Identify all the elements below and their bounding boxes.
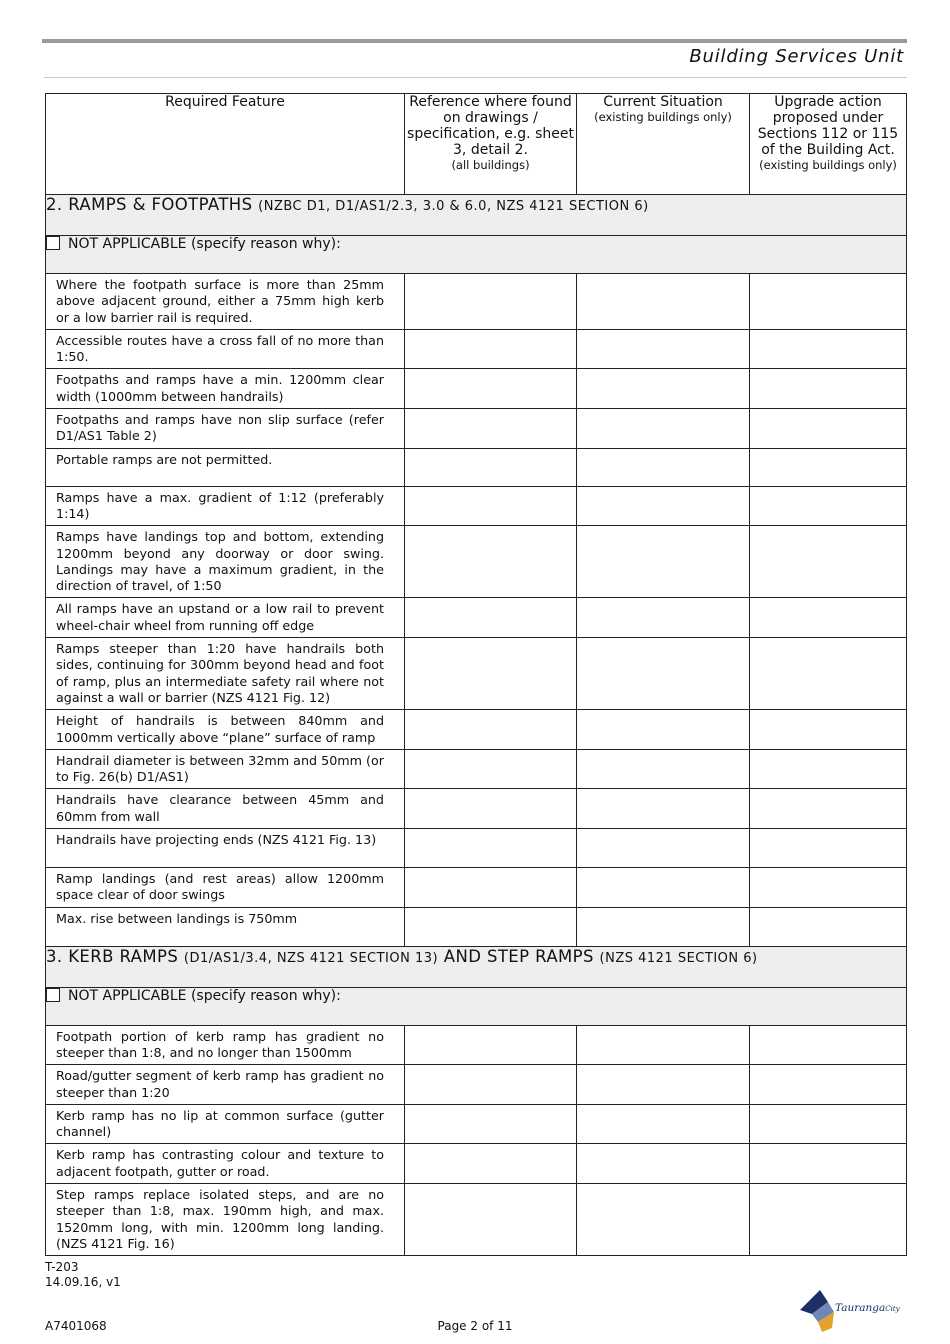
feature-checklist-table bbox=[45, 93, 907, 1256]
section-3-reference-a: (D1/AS1/3.4, NZS 4121 SECTION 13) bbox=[183, 950, 439, 966]
tauranga-city-logo-icon bbox=[798, 1288, 838, 1332]
reference-cell[interactable] bbox=[405, 749, 577, 789]
table-row bbox=[46, 369, 907, 409]
document-id: A7401068 bbox=[45, 1319, 107, 1333]
logo-text: Tauranga bbox=[835, 1302, 886, 1314]
section-2-reference: (NZBC D1, D1/AS1/2.3, 3.0 & 6.0, NZS 4121 SECTION 6) bbox=[258, 199, 649, 214]
upgrade-action-cell[interactable] bbox=[750, 868, 907, 908]
tauranga-city-logo bbox=[798, 1288, 908, 1332]
feature-description: Footpaths and ramps have non slip surface (refer D1/AS1 Table 2) bbox=[46, 409, 405, 449]
upgrade-action-cell[interactable] bbox=[750, 907, 907, 946]
reference-cell[interactable] bbox=[405, 1065, 577, 1105]
not-applicable-checkbox[interactable] bbox=[46, 236, 60, 250]
reference-cell[interactable] bbox=[405, 710, 577, 750]
table-row bbox=[46, 1065, 907, 1105]
feature-description: Kerb ramp has contrasting colour and texture to adjacent footpath, gutter or road. bbox=[46, 1144, 405, 1184]
upgrade-action-cell[interactable] bbox=[750, 369, 907, 409]
table-row bbox=[46, 448, 907, 486]
feature-description: Handrails have clearance between 45mm and 60mm from wall bbox=[46, 789, 405, 829]
feature-description: Kerb ramp has no lip at common surface (gutter channel) bbox=[46, 1104, 405, 1144]
current-situation-cell[interactable] bbox=[577, 448, 750, 486]
feature-description: Ramps have a max. gradient of 1:12 (preferably 1:14) bbox=[46, 486, 405, 526]
current-situation-cell[interactable] bbox=[577, 789, 750, 829]
header-current-main: Current Situation bbox=[603, 94, 723, 110]
current-situation-cell[interactable] bbox=[577, 1144, 750, 1184]
upgrade-action-cell[interactable] bbox=[750, 274, 907, 330]
reference-cell[interactable] bbox=[405, 486, 577, 526]
reference-cell[interactable] bbox=[405, 409, 577, 449]
table-row bbox=[46, 1104, 907, 1144]
section-3-title-a: 3. KERB RAMPS bbox=[46, 946, 179, 966]
table-row bbox=[46, 829, 907, 868]
current-situation-cell[interactable] bbox=[577, 638, 750, 710]
form-code: T-203 bbox=[45, 1260, 79, 1274]
section-3-items bbox=[46, 1025, 907, 1256]
section-3-title-b: AND STEP RAMPS bbox=[443, 946, 594, 966]
top-rule bbox=[42, 39, 907, 43]
feature-description: Ramps have landings top and bottom, extending 1200mm beyond any doorway or door swing. Landings may have a maximum gradient, in the direction of travel, of 1:50 bbox=[46, 526, 405, 598]
reference-cell[interactable] bbox=[405, 448, 577, 486]
upgrade-action-cell[interactable] bbox=[750, 710, 907, 750]
header-current-note: (existing buildings only) bbox=[594, 110, 732, 124]
section-3-not-applicable bbox=[46, 987, 907, 1025]
table-row bbox=[46, 710, 907, 750]
reference-cell[interactable] bbox=[405, 526, 577, 598]
table-row bbox=[46, 598, 907, 638]
feature-description: Ramp landings (and rest areas) allow 1200mm space clear of door swings bbox=[46, 868, 405, 908]
current-situation-cell[interactable] bbox=[577, 598, 750, 638]
current-situation-cell[interactable] bbox=[577, 907, 750, 946]
upgrade-action-cell[interactable] bbox=[750, 749, 907, 789]
current-situation-cell[interactable] bbox=[577, 369, 750, 409]
feature-description: Handrails have projecting ends (NZS 4121 Fig. 13) bbox=[46, 829, 405, 868]
feature-description: Portable ramps are not permitted. bbox=[46, 448, 405, 486]
upgrade-action-cell[interactable] bbox=[750, 409, 907, 449]
feature-description: Step ramps replace isolated steps, and are no steeper than 1:8, max. 190mm high, and max. 1520mm long, with min. 1200mm long landing. (NZS 4121 Fig. 16) bbox=[46, 1183, 405, 1255]
table-row bbox=[46, 1183, 907, 1255]
table-row bbox=[46, 1144, 907, 1184]
upgrade-action-cell[interactable] bbox=[750, 1183, 907, 1255]
unit-title: Building Services Unit bbox=[689, 46, 904, 67]
header-reference-main: Reference where found on drawings / specification, e.g. sheet 3, detail 2. bbox=[407, 94, 574, 158]
current-situation-cell[interactable] bbox=[577, 1104, 750, 1144]
reference-cell[interactable] bbox=[405, 829, 577, 868]
current-situation-cell[interactable] bbox=[577, 749, 750, 789]
reference-cell[interactable] bbox=[405, 1025, 577, 1065]
upgrade-action-cell[interactable] bbox=[750, 638, 907, 710]
table-row bbox=[46, 907, 907, 946]
page-number: Page 2 of 11 bbox=[437, 1319, 513, 1333]
logo-subtext: City bbox=[885, 1305, 900, 1313]
header-upgrade-note: (existing buildings only) bbox=[759, 158, 897, 172]
upgrade-action-cell[interactable] bbox=[750, 526, 907, 598]
section-3-reference-b: (NZS 4121 SECTION 6) bbox=[599, 950, 758, 966]
not-applicable-label: NOT APPLICABLE (specify reason why): bbox=[68, 236, 341, 252]
reference-cell[interactable] bbox=[405, 868, 577, 908]
feature-description: All ramps have an upstand or a low rail to prevent wheel-chair wheel from running off edge bbox=[46, 598, 405, 638]
feature-description: Accessible routes have a cross fall of no more than 1:50. bbox=[46, 329, 405, 369]
table-row bbox=[46, 1025, 907, 1065]
header-upgrade-main: Upgrade action proposed under Sections 112 or 115 of the Building Act. bbox=[757, 94, 899, 158]
current-situation-cell[interactable] bbox=[577, 409, 750, 449]
upgrade-action-cell[interactable] bbox=[750, 1025, 907, 1065]
table-row bbox=[46, 749, 907, 789]
section-2-items bbox=[46, 274, 907, 947]
upgrade-action-cell[interactable] bbox=[750, 829, 907, 868]
current-situation-cell[interactable] bbox=[577, 486, 750, 526]
header-current-situation bbox=[577, 94, 750, 195]
current-situation-cell[interactable] bbox=[577, 1065, 750, 1105]
reference-cell[interactable] bbox=[405, 1183, 577, 1255]
upgrade-action-cell[interactable] bbox=[750, 1065, 907, 1105]
current-situation-cell[interactable] bbox=[577, 1025, 750, 1065]
feature-description: Where the footpath surface is more than 25mm above adjacent ground, either a 75mm high kerb or a low barrier rail is required. bbox=[46, 274, 405, 330]
feature-description: Height of handrails is between 840mm and 1000mm vertically above “plane” surface of ramp bbox=[46, 710, 405, 750]
form-code-block bbox=[45, 1260, 121, 1290]
table-header-row bbox=[46, 94, 907, 195]
table-row bbox=[46, 409, 907, 449]
reference-cell[interactable] bbox=[405, 1144, 577, 1184]
section-3-heading bbox=[46, 946, 907, 987]
feature-description: Ramps steeper than 1:20 have handrails both sides, continuing for 300mm beyond head and foot of ramp, plus an intermediate safety rail where not against a wall or barrier (NZS 4121 Fig. 12) bbox=[46, 638, 405, 710]
upgrade-action-cell[interactable] bbox=[750, 448, 907, 486]
header-required-feature: Required Feature bbox=[46, 94, 405, 195]
current-situation-cell[interactable] bbox=[577, 868, 750, 908]
feature-description: Max. rise between landings is 750mm bbox=[46, 907, 405, 946]
section-2-heading bbox=[46, 195, 907, 236]
header-divider bbox=[44, 77, 907, 78]
section-2-not-applicable bbox=[46, 236, 907, 274]
reference-cell[interactable] bbox=[405, 369, 577, 409]
table-row bbox=[46, 329, 907, 369]
current-situation-cell[interactable] bbox=[577, 710, 750, 750]
reference-cell[interactable] bbox=[405, 274, 577, 330]
header-upgrade-action bbox=[750, 94, 907, 195]
table-row bbox=[46, 274, 907, 330]
upgrade-action-cell[interactable] bbox=[750, 789, 907, 829]
table-row bbox=[46, 526, 907, 598]
table-row bbox=[46, 868, 907, 908]
upgrade-action-cell[interactable] bbox=[750, 486, 907, 526]
not-applicable-checkbox[interactable] bbox=[46, 988, 60, 1002]
reference-cell[interactable] bbox=[405, 907, 577, 946]
table-row bbox=[46, 486, 907, 526]
section-2-title: 2. RAMPS & FOOTPATHS bbox=[46, 195, 253, 214]
table-row bbox=[46, 789, 907, 829]
not-applicable-label: NOT APPLICABLE (specify reason why): bbox=[68, 987, 341, 1004]
header-reference bbox=[405, 94, 577, 195]
feature-description: Footpath portion of kerb ramp has gradient no steeper than 1:8, and no longer than 1500mm bbox=[46, 1025, 405, 1065]
reference-cell[interactable] bbox=[405, 789, 577, 829]
current-situation-cell[interactable] bbox=[577, 526, 750, 598]
current-situation-cell[interactable] bbox=[577, 829, 750, 868]
upgrade-action-cell[interactable] bbox=[750, 1144, 907, 1184]
upgrade-action-cell[interactable] bbox=[750, 1104, 907, 1144]
table-row bbox=[46, 638, 907, 710]
reference-cell[interactable] bbox=[405, 598, 577, 638]
feature-description: Road/gutter segment of kerb ramp has gradient no steeper than 1:20 bbox=[46, 1065, 405, 1105]
current-situation-cell[interactable] bbox=[577, 329, 750, 369]
feature-description: Handrail diameter is between 32mm and 50mm (or to Fig. 26(b) D1/AS1) bbox=[46, 749, 405, 789]
reference-cell[interactable] bbox=[405, 638, 577, 710]
feature-description: Footpaths and ramps have a min. 1200mm clear width (1000mm between handrails) bbox=[46, 369, 405, 409]
reference-cell[interactable] bbox=[405, 1104, 577, 1144]
form-version: 14.09.16, v1 bbox=[45, 1275, 121, 1289]
header-reference-note: (all buildings) bbox=[451, 158, 530, 172]
current-situation-cell[interactable] bbox=[577, 1183, 750, 1255]
upgrade-action-cell[interactable] bbox=[750, 329, 907, 369]
current-situation-cell[interactable] bbox=[577, 274, 750, 330]
upgrade-action-cell[interactable] bbox=[750, 598, 907, 638]
reference-cell[interactable] bbox=[405, 329, 577, 369]
